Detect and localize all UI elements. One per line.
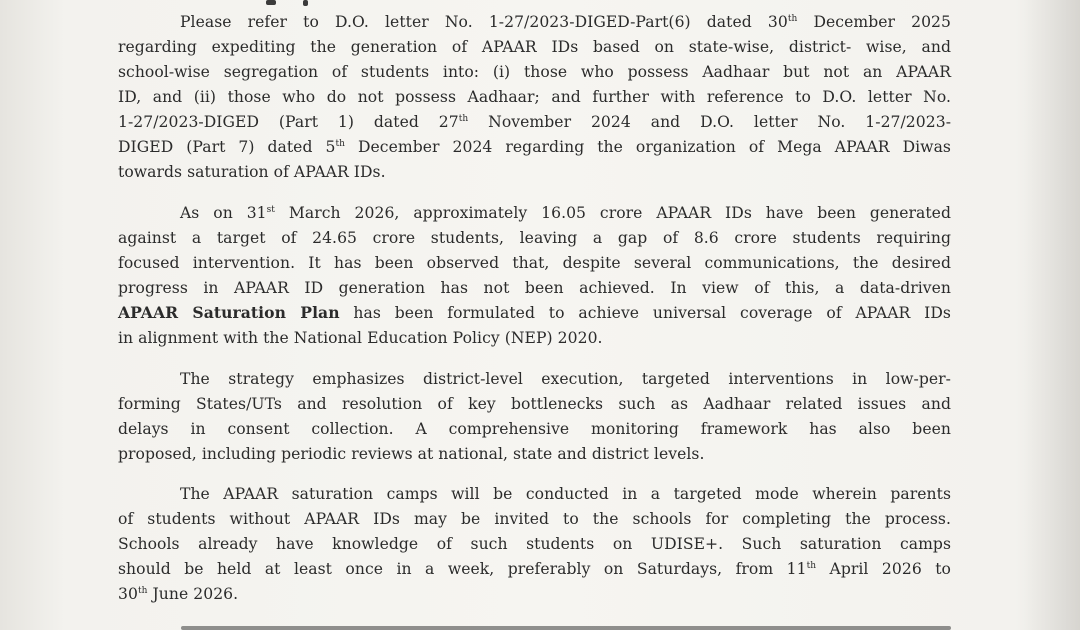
- p2-line-6: in alignment with the National Education Policy (NEP) 2020.: [118, 329, 603, 347]
- p3-line-3: delays in consent collection. A comprehensive monitoring framework has also been: [118, 420, 951, 438]
- page-edge-shadow: [1024, 0, 1080, 630]
- p3-line-2: forming States/UTs and resolution of key bottlenecks such as Aadhaar related issues and: [118, 395, 951, 413]
- p2-line-3: focused intervention. It has been observed that, despite several communications, the desired: [118, 254, 951, 272]
- p2-line-2: against a target of 24.65 crore students, leaving a gap of 8.6 crore students requiring: [118, 229, 951, 247]
- p3-line-4: proposed, including periodic reviews at national, state and district levels.: [118, 445, 705, 463]
- p1-line-7: towards saturation of APAAR IDs.: [118, 163, 386, 181]
- p1-line-1: Please refer to D.O. letter No. 1-27/2023-DIGED-Part(6) dated 30th December 2025: [180, 13, 951, 31]
- p4-line-2: of students without APAAR IDs may be invited to the schools for completing the process.: [118, 510, 951, 528]
- cut-off-bottom-text: [181, 626, 951, 630]
- p2-line-5: APAAR Saturation Plan has been formulated to achieve universal coverage of APAAR IDs: [118, 303, 951, 322]
- p1-line-3: school-wise segregation of students into: (i) those who possess Aadhaar but not an APAAR: [118, 63, 951, 81]
- apaar-saturation-plan-emphasis: APAAR Saturation Plan: [118, 303, 340, 322]
- p3-line-1: The strategy emphasizes district-level execution, targeted interventions in low-per-: [180, 370, 951, 388]
- p1-line-6: DIGED (Part 7) dated 5th December 2024 regarding the organization of Mega APAAR Diwas: [118, 138, 951, 156]
- p1-line-2: regarding expediting the generation of APAAR IDs based on state-wise, district- wise, and: [118, 38, 951, 56]
- p1-line-4: ID, and (ii) those who do not possess Aadhaar; and further with reference to D.O. letter No.: [118, 88, 951, 106]
- p4-line-1: The APAAR saturation camps will be conducted in a targeted mode wherein parents: [180, 485, 951, 503]
- p4-line-3: Schools already have knowledge of such students on UDISE+. Such saturation camps: [118, 535, 951, 553]
- p4-line-4: should be held at least once in a week, preferably on Saturdays, from 11th April 2026 to: [118, 560, 951, 578]
- cut-off-top-glyph: [266, 0, 276, 5]
- cut-off-top-glyph: [303, 0, 308, 6]
- p2-line-4: progress in APAAR ID generation has not been achieved. In view of this, a data-driven: [118, 279, 951, 297]
- p1-line-5: 1-27/2023-DIGED (Part 1) dated 27th November 2024 and D.O. letter No. 1-27/2023-: [118, 113, 952, 131]
- p4-line-5: 30th June 2026.: [118, 585, 239, 603]
- p2-line-1: As on 31st March 2026, approximately 16.05 crore APAAR IDs have been generated: [180, 204, 951, 222]
